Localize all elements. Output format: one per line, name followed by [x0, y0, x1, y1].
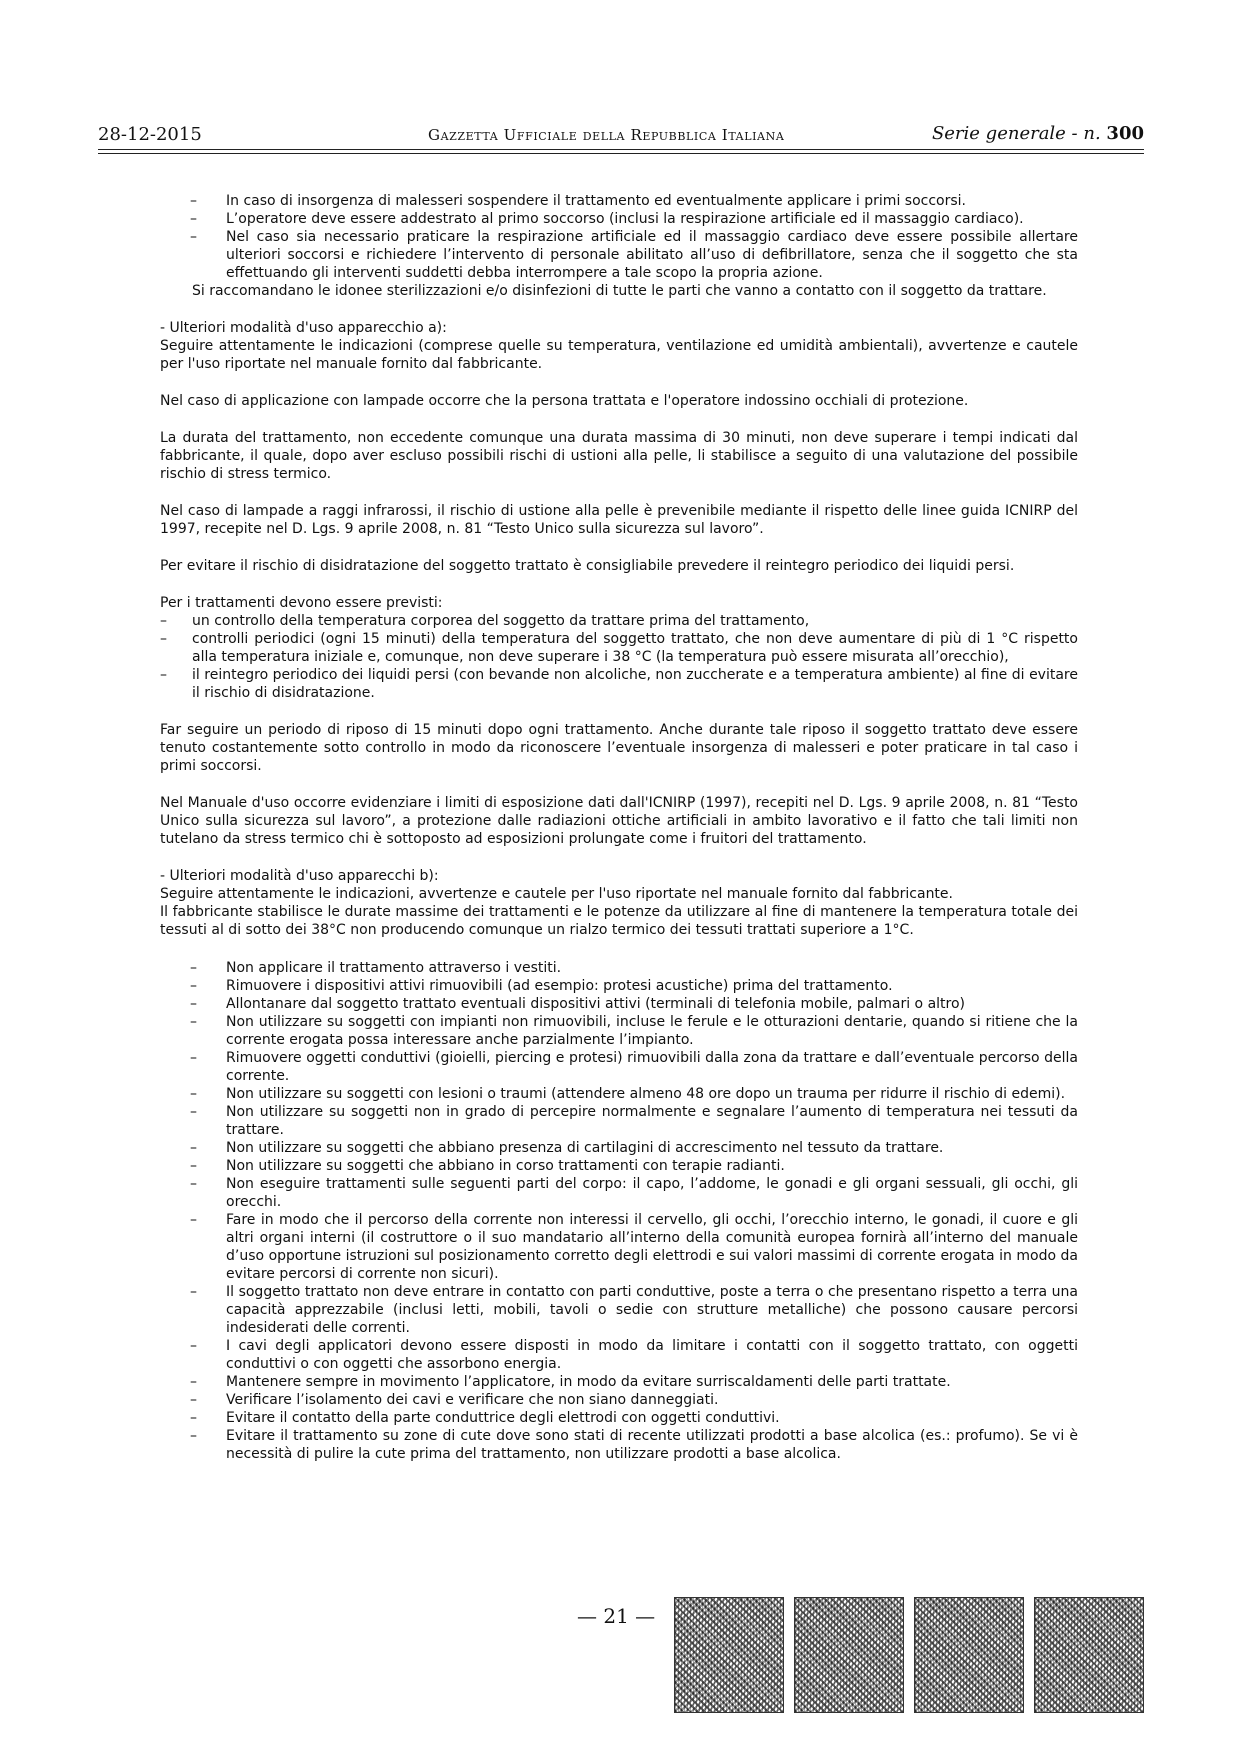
- paragraph: Nel Manuale d'uso occorre evidenziare i limiti di esposizione dati dall'ICNIRP (1997), recepiti nel D. Lgs. 9 aprile 2008, n. 81 “Testo Unico sulla sicurezza sul lavoro”, a protezione dalle radiazioni ottiche artificiali in ambito lavorativo e il fatto che tali limiti non tutelano da stress termico chi è sottoposto ad esposizioni prolungate come i fruitori del trattamento.: [160, 795, 1078, 847]
- list-item: – Fare in modo che il percorso della corrente non interessi il cervello, gli occhi, l’orecchio interno, le gonadi, il cuore e gli altri organi interni (il costruttore o il suo mandatario all’interno della comunità europea fornirà all’interno del manuale d’uso opportune istruzioni sul posizionamento corretto degli elettrodi e sui valori massimi di corrente erogata in modo da evitare percorsi di corrente non sicuri).: [190, 1212, 1078, 1282]
- paragraph: Per evitare il rischio di disidratazione del soggetto trattato è consigliabile prevedere il reintegro periodico dei liquidi persi.: [160, 558, 1015, 574]
- list-item: – Non utilizzare su soggetti con impianti non rimuovibili, incluse le ferule e le otturazioni dentarie, quando si ritiene che la corrente erogata possa interessare anche parzialmente l’impianto.: [190, 1014, 1078, 1048]
- list-item: – Evitare il trattamento su zone di cute dove sono stati di recente utilizzati prodotti a base alcolica (es.: profumo). Se vi è necessità di pulire la cute prima del trattamento, non utilizzare prodotti a base alcolica.: [190, 1428, 1078, 1462]
- paragraph: Nel caso di lampade a raggi infrarossi, il rischio di ustione alla pelle è prevenibile mediante il rispetto delle linee guida ICNIRP del 1997, recepite nel D. Lgs. 9 aprile 2008, n. 81 “Testo Unico sulla sicurezza sul lavoro”.: [160, 503, 1078, 537]
- dash-bullet: –: [190, 1104, 197, 1120]
- dash-bullet: –: [190, 1338, 197, 1354]
- list-item: – Mantenere sempre in movimento l’applicatore, in modo da evitare surriscaldamenti delle parti trattate.: [190, 1374, 951, 1390]
- header-rule: [98, 149, 1144, 150]
- dash-bullet: –: [190, 1284, 197, 1300]
- list-item: – Allontanare dal soggetto trattato eventuali dispositivi attivi (terminali di telefonia mobile, palmari o altro): [190, 996, 965, 1012]
- paragraph: Far seguire un periodo di riposo di 15 minuti dopo ogni trattamento. Anche durante tale riposo il soggetto trattato deve essere tenuto costantemente sotto controllo in modo da riconoscere l’eventuale insorgenza di malesseri e poter praticare in tal caso i primi soccorsi.: [160, 722, 1078, 774]
- dash-bullet: –: [190, 1410, 197, 1426]
- dash-bullet: –: [160, 613, 167, 629]
- list-item: – Rimuovere oggetti conduttivi (gioielli, piercing e protesi) rimuovibili dalla zona da trattare e dall’eventuale percorso della corrente.: [190, 1050, 1078, 1084]
- list-item: – Non utilizzare su soggetti non in grado di percepire normalmente e segnalare l’aumento di temperatura nei tessuti da trattare.: [190, 1104, 1078, 1138]
- list-item: – L’operatore deve essere addestrato al primo soccorso (inclusi la respirazione artificiale ed il massaggio cardiaco).: [190, 211, 1024, 227]
- header-serie-label: Serie generale - n.: [931, 123, 1101, 144]
- dash-bullet: –: [160, 667, 167, 683]
- dash-bullet: –: [190, 996, 197, 1012]
- dash-bullet: –: [160, 631, 167, 647]
- section-b-heading: - Ulteriori modalità d'uso apparecchi b):: [160, 868, 439, 884]
- dash-bullet: –: [190, 229, 197, 245]
- list-item: – Verificare l’isolamento dei cavi e verificare che non siano danneggiati.: [190, 1392, 719, 1408]
- sterilization-note: Si raccomandano le idonee sterilizzazioni e/o disinfezioni di tutte le parti che vanno a contatto con il soggetto da trattare.: [192, 283, 1047, 299]
- list-item: – Nel caso sia necessario praticare la respirazione artificiale ed il massaggio cardiaco deve essere possibile allertare ulteriori soccorsi e richiedere l’intervento di personale abilitato all’uso di defibrillatore, senza che il soggetto che sta effettuando gli interventi suddetti debba interrompere a tale scopo la propria azione.: [190, 229, 1078, 281]
- paragraph: Nel caso di applicazione con lampade occorre che la persona trattata e l'operatore indossino occhiali di protezione.: [160, 393, 969, 409]
- paragraph: Per i trattamenti devono essere previsti:: [160, 595, 443, 611]
- header-issue-number: 300: [1106, 123, 1144, 144]
- datamatrix-code: [674, 1597, 784, 1713]
- header-serie: [932, 123, 1144, 144]
- list-item: – Non utilizzare su soggetti che abbiano presenza di cartilagini di accrescimento nel tessuto da trattare.: [190, 1140, 944, 1156]
- dash-bullet: –: [190, 1014, 197, 1030]
- list-item: – Non eseguire trattamenti sulle seguenti parti del corpo: il capo, l’addome, le gonadi e gli organi sessuali, gli occhi, gli orecchi.: [190, 1176, 1078, 1210]
- dash-bullet: –: [190, 1212, 197, 1228]
- paragraph: La durata del trattamento, non eccedente comunque una durata massima di 30 minuti, non deve superare i tempi indicati dal fabbricante, il quale, dopo aver escluso possibili rischi di ustioni alla pelle, li stabilisce a seguito di una valutazione del possibile rischio di stress termico.: [160, 430, 1078, 482]
- document-body: [160, 192, 1078, 1463]
- list-item: – Evitare il contatto della parte conduttrice degli elettrodi con oggetti conduttivi.: [190, 1410, 780, 1426]
- list-item: – Non applicare il trattamento attraverso i vestiti.: [190, 960, 562, 976]
- dash-bullet: –: [190, 960, 197, 976]
- header-title: Gazzetta Ufficiale della Repubblica Italiana: [428, 126, 785, 144]
- list-item: – Non utilizzare su soggetti con lesioni o traumi (attendere almeno 48 ore dopo un trauma per ridurre il rischio di edemi).: [190, 1086, 1066, 1102]
- dash-bullet: –: [190, 1158, 197, 1174]
- header-date: 28-12-2015: [98, 124, 202, 145]
- dash-bullet: –: [190, 1140, 197, 1156]
- paragraph: Seguire attentamente le indicazioni, avvertenze e cautele per l'uso riportate nel manuale fornito dal fabbricante.: [160, 886, 953, 902]
- paragraph: Il fabbricante stabilisce le durate massime dei trattamenti e le potenze da utilizzare al fine di mantenere la temperatura totale dei tessuti al di sotto dei 38°C non producendo comunque un rialzo termico dei tessuti trattati superiore a 1°C.: [160, 904, 1078, 938]
- dash-bullet: –: [190, 1176, 197, 1192]
- dash-bullet: –: [190, 1428, 197, 1444]
- datamatrix-code: [914, 1597, 1024, 1713]
- dash-bullet: –: [190, 1374, 197, 1390]
- section-a-heading: - Ulteriori modalità d'uso apparecchio a):: [160, 320, 447, 336]
- list-item: – il reintegro periodico dei liquidi persi (con bevande non alcoliche, non zuccherate e a temperatura ambiente) al fine di evitare il rischio di disidratazione.: [160, 667, 1078, 701]
- list-item: – In caso di insorgenza di malesseri sospendere il trattamento ed eventualmente applicare i primi soccorsi.: [190, 193, 966, 209]
- paragraph: Seguire attentamente le indicazioni (comprese quelle su temperatura, ventilazione ed umidità ambientali), avvertenze e cautele per l'uso riportate nel manuale fornito dal fabbricante.: [160, 338, 1078, 372]
- list-item: – Il soggetto trattato non deve entrare in contatto con parti conduttive, poste a terra o che presentano rispetto a terra una capacità apprezzabile (inclusi letti, mobili, tavoli o sedie con strutture metalliche) che possono causare percorsi indesiderati delle correnti.: [190, 1284, 1078, 1336]
- list-item: – un controllo della temperatura corporea del soggetto da trattare prima del trattamento,: [160, 613, 810, 629]
- list-item: – Rimuovere i dispositivi attivi rimuovibili (ad esempio: protesi acustiche) prima del trattamento.: [190, 978, 893, 994]
- datamatrix-code: [1034, 1597, 1144, 1713]
- list-item: – I cavi degli applicatori devono essere disposti in modo da limitare i contatti con il soggetto trattato, con oggetti conduttivi o con oggetti che assorbono energia.: [190, 1338, 1078, 1372]
- datamatrix-codes: [674, 1597, 1144, 1713]
- dash-bullet: –: [190, 978, 197, 994]
- dash-bullet: –: [190, 211, 197, 227]
- list-item: – Non utilizzare su soggetti che abbiano in corso trattamenti con terapie radianti.: [190, 1158, 785, 1174]
- datamatrix-code: [794, 1597, 904, 1713]
- dash-bullet: –: [190, 1086, 197, 1102]
- page-header: [98, 118, 1144, 148]
- dash-bullet: –: [190, 1392, 197, 1408]
- dash-bullet: –: [190, 193, 197, 209]
- list-item: – controlli periodici (ogni 15 minuti) della temperatura del soggetto trattato, che non deve aumentare di più di 1 °C rispetto alla temperatura iniziale e, comunque, non deve superare i 38 °C (la temperatura può essere misurata all’orecchio),: [160, 631, 1078, 665]
- header-rule: [98, 153, 1144, 154]
- page-number: — 21 —: [577, 1604, 656, 1628]
- dash-bullet: –: [190, 1050, 197, 1066]
